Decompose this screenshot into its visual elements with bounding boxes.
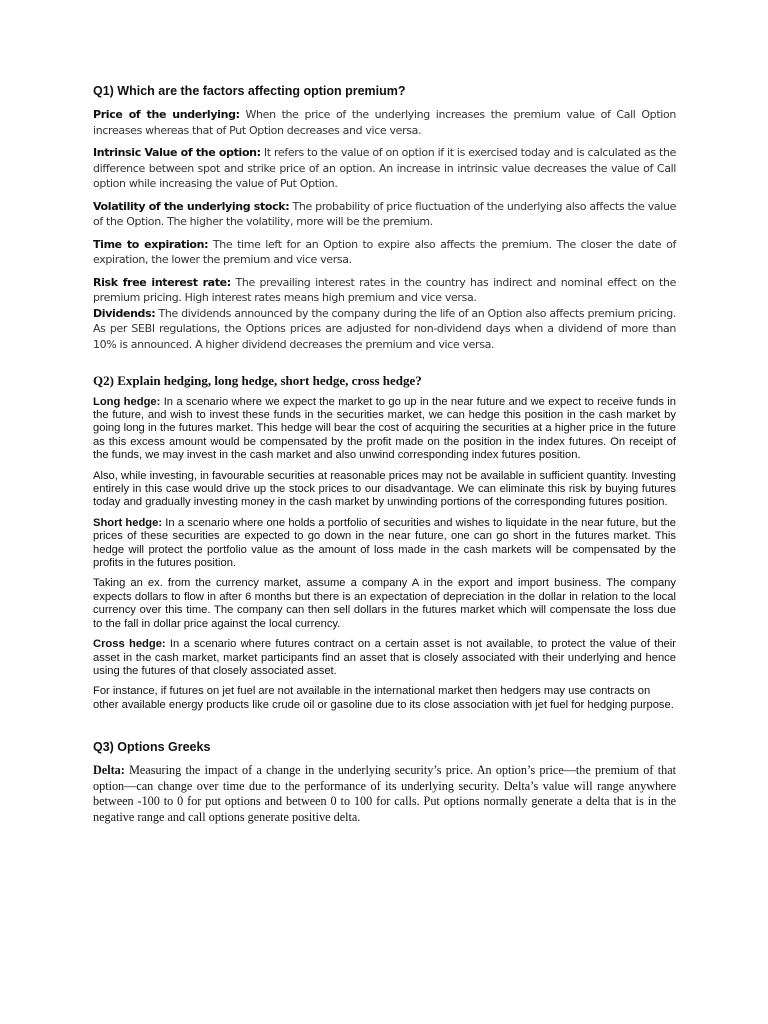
q2-paragraph-long-hedge	[93, 396, 676, 463]
q2-term: Short hedge:	[93, 516, 163, 529]
q2-text: Also, while investing, in favourable securities at reasonable prices may not be available in sufficient quantity. Investing entirely in this case would drive up the stock prices to our disadvantage. We can eliminate this risk by buying futures today and gradually investing money in the cash market by unwinding portions of the corresponding futures position.	[93, 469, 676, 509]
q3-heading: Q3) Options Greeks	[93, 740, 211, 755]
document-page	[93, 84, 676, 826]
q1-text: The probability of price fluctuation of the underlying also affects the value of the Option. The higher the volatility, more will be the premium.	[93, 199, 676, 228]
q1-paragraph-time-to-expiration	[93, 237, 676, 268]
q2-paragraph-short-hedge	[93, 517, 676, 571]
q2-text: Taking an ex. from the currency market, assume a company A in the export and import business. The company expects dollars to flow in after 6 months but there is an expectation of depreciation in the dollar in relation to the local currency over this time. The company can then sell dollars in the futures market which will compensate the loss due to the fall in dollar price against the local currency.	[93, 577, 676, 630]
q1-text: The time left for an Option to expire also affects the premium. The closer the date of expiration, the lower the premium and vice versa.	[93, 237, 677, 266]
q3-text: Measuring the impact of a change in the underlying security’s price. An option’s price—the premium of that option—can change over time due to the performance of its underlying security. Delta’s value will range anywhere between -100 to 0 for put options and between 0 to 100 for calls. Put options normally generate a delta that is in the negative range and call options generate positive delta.	[93, 763, 676, 824]
q2-text: In a scenario where one holds a portfolio of securities and wishes to liquidate in the near future, but the prices of these securities are expected to go down in the near future, one can go short in the futures market. This hedge will protect the portfolio value as the amount of loss made in the cash markets will be compensated by the profits in the futures position.	[93, 516, 676, 570]
q2-paragraph-long-hedge-cont	[93, 470, 676, 510]
q1-paragraph-volatility	[93, 199, 676, 230]
section-spacer	[93, 359, 676, 373]
q2-term: Cross hedge:	[93, 638, 166, 651]
q2-paragraph-jet-fuel-example	[93, 685, 676, 712]
q2-paragraph-cross-hedge	[93, 638, 676, 678]
q1-term: Dividends:	[93, 306, 156, 320]
q3-term: Delta:	[93, 763, 125, 778]
q2-heading: Q2) Explain hedging, long hedge, short hedge, cross hedge?	[93, 373, 422, 388]
section-q1	[93, 84, 676, 352]
q1-heading: Q1) Which are the factors affecting option premium?	[93, 84, 406, 98]
q1-text: When the price of the underlying increases the premium value of Call Option increases whereas that of Put Option decreases and vice versa.	[93, 108, 676, 137]
q3-paragraph-delta	[93, 763, 676, 825]
q1-term: Volatility of the underlying stock:	[93, 199, 290, 213]
q1-term: Risk free interest rate:	[93, 275, 231, 289]
q1-paragraph-intrinsic-value	[93, 145, 676, 192]
q2-text: In a scenario where futures contract on a certain asset is not available, to protect the value of their asset in the cash market, market participants find an asset that is closely associated with their underlying and hence using the futures of that closely associated asset.	[93, 638, 676, 677]
q1-paragraph-risk-free-rate	[93, 275, 676, 306]
q1-text: It refers to the value of on option if it is exercised today and is calculated as the difference between spot and strike price of an option. An increase in intrinsic value decreases the value of Call option while increasing the value of Put Option.	[93, 146, 676, 190]
section-spacer	[93, 719, 676, 740]
q2-paragraph-currency-example	[93, 577, 676, 631]
q1-term: Price of the underlying:	[93, 108, 240, 121]
q2-text: For instance, if futures on jet fuel are not available in the international market then hedgers may use contracts on other available energy products like crude oil or gasoline due to its close association with jet fuel for hedging purpose.	[93, 685, 674, 711]
section-q3	[93, 740, 676, 825]
section-q2	[93, 373, 676, 712]
q2-text: In a scenario where we expect the market to go up in the near future and we expect to receive funds in the future, and wish to invest these funds in the securities market, we can hedge this position in the cash market by going long in the futures market. This hedge will bear the cost of acquiring the securities at a higher price in the future as this excess amount would be compensated by the profit made on the position in the index futures. On receipt of the funds, we may invest in the cash market and also unwind corresponding index futures position.	[93, 395, 676, 462]
q2-term: Long hedge:	[93, 395, 161, 408]
q1-paragraph-dividends	[93, 306, 676, 353]
q1-term: Intrinsic Value of the option:	[93, 146, 261, 159]
q1-term: Time to expiration:	[93, 237, 209, 251]
q1-paragraph-price-of-underlying	[93, 107, 676, 138]
q1-text: The prevailing interest rates in the country has indirect and nominal effect on the premium pricing. High interest rates means high premium and vice versa.	[93, 275, 676, 304]
q1-text: The dividends announced by the company during the life of an Option also affects premium pricing. As per SEBI regulations, the Options prices are adjusted for non-dividend days when a dividend of more than 10% is announced. A higher dividend decreases the premium and vice versa.	[93, 306, 676, 351]
